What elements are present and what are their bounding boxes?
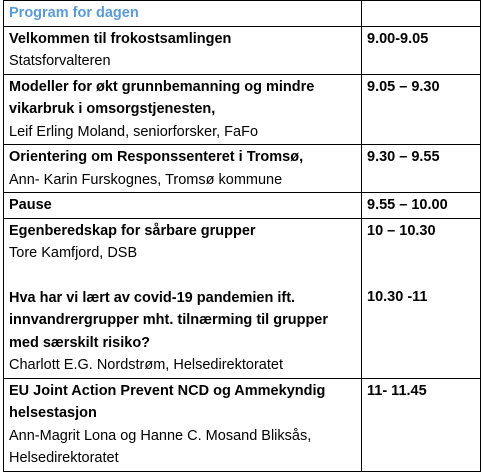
agenda-item-speaker: Tore Kamfjord, DSB [9, 245, 138, 261]
agenda-time-cell [362, 74, 481, 145]
agenda-time-cell [362, 378, 481, 471]
agenda-item-speaker: Statsforvalteren [9, 53, 111, 69]
agenda-item-cell [4, 145, 362, 193]
agenda-item-cell [4, 26, 362, 74]
spacer [367, 242, 474, 286]
table-row [4, 145, 481, 193]
agenda-item-speaker: Ann- Karin Furskognes, Tromsø kommune [9, 171, 283, 188]
agenda-item-title: Modeller for økt grunnbemanning og mindre vikarbruk i omsorgstjenesten, [9, 78, 315, 117]
table-row [4, 378, 481, 471]
agenda-item-time: 9.00-9.05 [367, 30, 429, 47]
agenda-item-time: 11- 11.45 [367, 382, 427, 399]
agenda-item-cell [4, 218, 362, 378]
table-header-row [4, 1, 481, 27]
agenda-time-cell [362, 193, 481, 219]
agenda-item-cell [4, 74, 362, 145]
table-row [4, 26, 481, 74]
table-row [4, 218, 481, 378]
program-table [3, 0, 481, 472]
agenda-item-title: Egenberedskap for sårbare grupper [9, 222, 256, 239]
agenda-item-cell [4, 193, 362, 219]
table-row [4, 193, 481, 219]
agenda-item-title: EU Joint Action Prevent NCD og Ammekyndig helsestasjon [9, 382, 326, 421]
agenda-time-cell [362, 145, 481, 193]
agenda-time-cell [362, 26, 481, 74]
agenda-time-cell [362, 218, 481, 378]
time-header-cell [362, 1, 481, 27]
agenda-item-time: 9.05 – 9.30 [367, 78, 440, 95]
agenda-item-title: Orientering om Responssenteret i Tromsø, [9, 149, 304, 165]
agenda-item-speaker: Charlott E.G. Nordstrøm, Helsedirektoratet [9, 357, 283, 373]
agenda-item-speaker: Ann-Magrit Lona og Hanne C. Mosand Bliksås, Helsedirektoratet [9, 427, 312, 466]
agenda-item-time: 10 – 10.30 [367, 222, 436, 239]
program-title: Program for dagen [4, 1, 362, 27]
agenda-item-title: Velkommen til frokostsamlingen [9, 30, 232, 47]
table-row [4, 74, 481, 145]
agenda-item-title: Pause [9, 197, 52, 213]
spacer [9, 265, 355, 287]
agenda-item-time: 9.55 – 10.00 [367, 197, 448, 213]
agenda-item-title: Hva har vi lært av covid-19 pandemien ift. innvandrergrupper mht. tilnærming til grupper med særskilt risiko? [9, 289, 329, 351]
agenda-item-cell [4, 378, 362, 471]
agenda-item-time: 10.30 -11 [367, 289, 428, 305]
agenda-item-time: 9.30 – 9.55 [367, 149, 440, 165]
agenda-item-speaker: Leif Erling Moland, seniorforsker, FaFo [9, 123, 259, 140]
